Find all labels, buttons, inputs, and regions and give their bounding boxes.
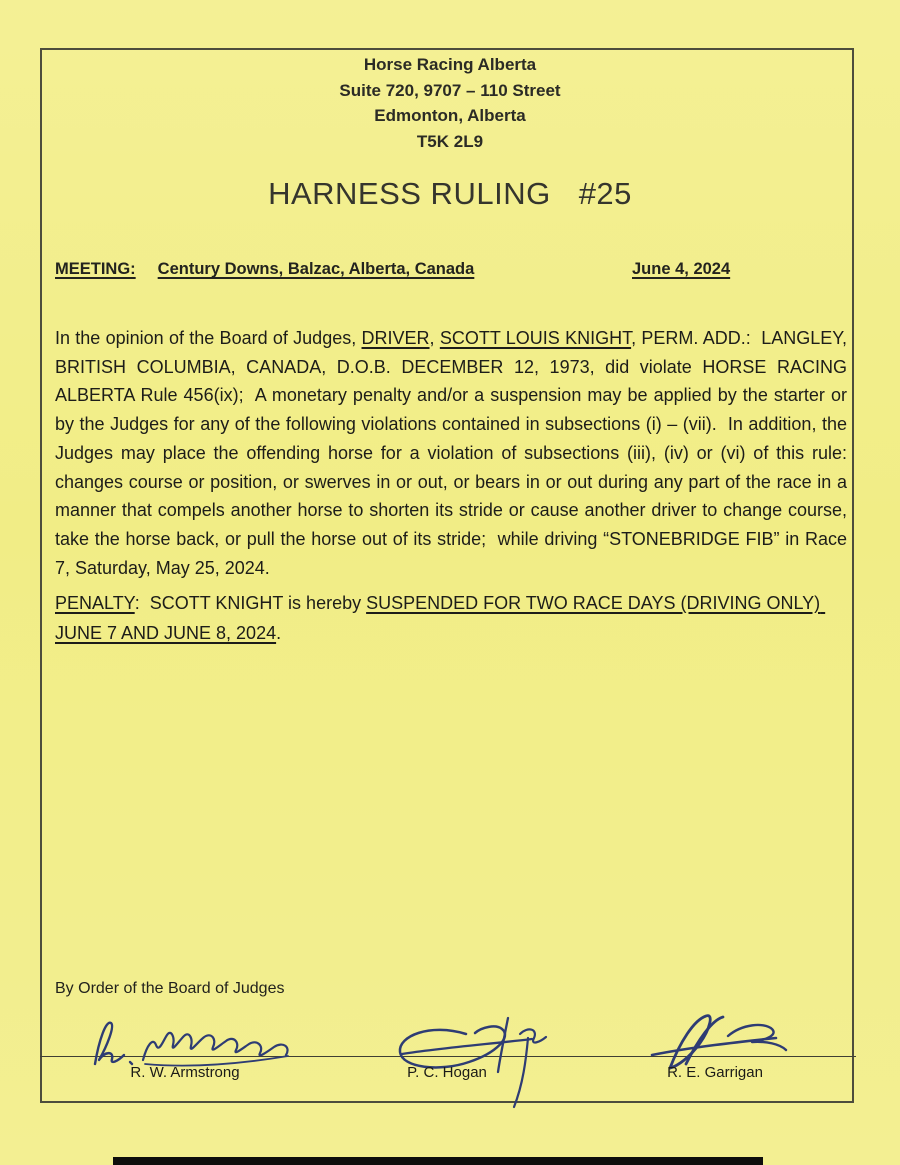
page-title bbox=[0, 176, 900, 212]
penalty-end: . bbox=[276, 623, 282, 643]
signatory-name-hogan: P. C. Hogan bbox=[407, 1064, 487, 1081]
meeting-date: June 4, 2024 bbox=[632, 260, 731, 278]
by-order-text: By Order of the Board of Judges bbox=[55, 980, 285, 997]
signature-line bbox=[40, 1056, 856, 1057]
meeting-label: MEETING: bbox=[55, 260, 136, 278]
driver-name: SCOTT LOUIS KNIGHT bbox=[439, 328, 632, 348]
title-text: HARNESS RULING bbox=[268, 176, 551, 211]
signature-garrigan-ink bbox=[626, 1012, 798, 1072]
signature-hogan-ink bbox=[378, 1010, 574, 1110]
meeting-location: Century Downs, Balzac, Alberta, Canada bbox=[157, 260, 475, 278]
penalty-sanction: SUSPENDED FOR TWO RACE DAYS (DRIVING ONLY) JUNE 7 AND JUNE 8, 2024 bbox=[55, 593, 826, 643]
org-address-street: Suite 720, 9707 – 110 Street bbox=[339, 80, 561, 100]
penalty-mid: : SCOTT KNIGHT is hereby bbox=[134, 593, 367, 613]
org-postal-code: T5K 2L9 bbox=[416, 131, 484, 151]
signatory-name-armstrong: R. W. Armstrong bbox=[130, 1064, 240, 1081]
org-address-city: Edmonton, Alberta bbox=[374, 106, 526, 125]
driver-label: DRIVER bbox=[361, 328, 430, 348]
scan-artifact-bar bbox=[113, 1157, 763, 1165]
ruling-number: #25 bbox=[578, 176, 632, 211]
body-comma: , bbox=[429, 328, 440, 348]
penalty-label: PENALTY bbox=[55, 593, 135, 613]
body-intro: In the opinion of the Board of Judges, bbox=[55, 328, 362, 348]
body-rest: , PERM. ADD.: LANGLEY, BRITISH COLUMBIA, CANADA, D.O.B. DECEMBER 12, 1973, did violate HORSE RACING ALBERTA Rule 456(ix); A monetary penalty and/or a suspension may be applied by the starter or by the Judges for any of the following violations contained in subsections (i) – (vii). In addition, the Judges may place the offending horse for a violation of subsections (iii), (iv) or (vi) of this rule: changes course or position, or swerves in or out, or bears in or out during any part of the race in a manner that compels another horse to shorten its stride or cause another driver to change course, take the horse back, or pull the horse out of its stride; while driving “STONEBRIDGE FIB” in Race 7, Saturday, May 25, 2024. bbox=[55, 328, 853, 578]
letterhead bbox=[0, 52, 900, 154]
penalty-paragraph bbox=[55, 588, 847, 648]
org-name: Horse Racing Alberta bbox=[363, 55, 537, 74]
signatory-name-garrigan: R. E. Garrigan bbox=[667, 1064, 763, 1081]
meeting-row bbox=[55, 260, 845, 279]
ruling-body-paragraph bbox=[55, 324, 853, 582]
